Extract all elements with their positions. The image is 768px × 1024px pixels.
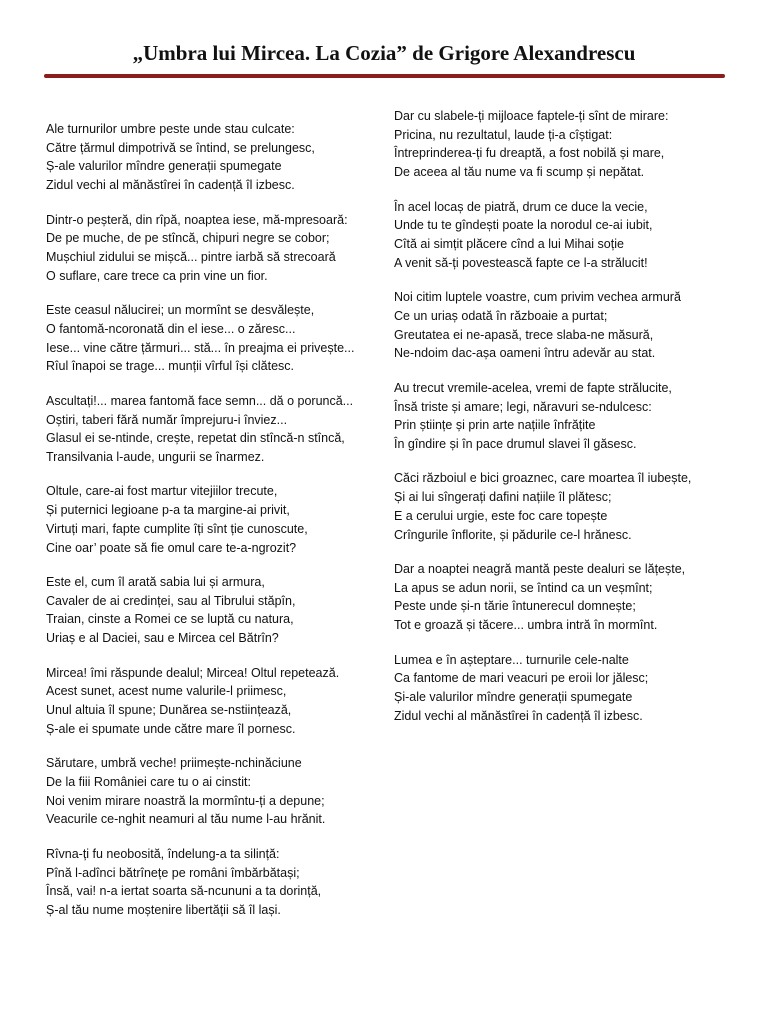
stanza — [394, 288, 734, 363]
verse-line: Întreprinderea-ți fu dreaptă, a fost nobilă și mare, — [394, 146, 665, 161]
verse-line: O fantomă-ncoronată din el iese... o zăresc... — [46, 321, 296, 336]
stanza — [46, 120, 376, 195]
verse-line: Ș-ale ei spumate unde către mare îl pornesc. — [46, 721, 296, 736]
verse-line: Veacurile ce-nghit neamuri al tău nume l-au hrănit. — [46, 812, 326, 827]
stanza — [394, 469, 734, 544]
title-divider — [44, 74, 725, 78]
verse-line: A venit să-ți povestească fapte ce l-a strălucit! — [394, 255, 648, 270]
verse-line: E a cerului urgie, este foc care topește — [394, 508, 608, 523]
verse-line: Dintr-o peșteră, din rîpă, noaptea iese, mă-mpresoară: — [46, 212, 348, 227]
verse-line: Noi venim mirare noastră la mormîntu-ți a depune; — [46, 793, 325, 808]
verse-line: Oltule, care-ai fost martur vitejiilor trecute, — [46, 484, 278, 499]
poem-left-column — [46, 120, 376, 935]
verse-line: Cavaler de ai credinței, sau al Tibrului stăpîn, — [46, 593, 296, 608]
verse-line: De aceea al tău nume va fi scump și nepătat. — [394, 165, 645, 180]
stanza — [46, 664, 376, 739]
verse-line: Zidul vechi al mănăstîrei în cadență îl izbesc. — [46, 178, 295, 193]
verse-line: Și-ale valurilor mîndre generații spumegate — [394, 690, 633, 705]
verse-line: În gîndire și în pace drumul slavei îl găsesc. — [394, 436, 637, 451]
stanza — [46, 754, 376, 829]
verse-line: Rîvna-ți fu neobosită, îndelung-a ta silință: — [46, 846, 280, 861]
stanza — [46, 211, 376, 286]
verse-line: Unul altuia îl spune; Dunărea se-nstiințează, — [46, 703, 292, 718]
verse-line: Rîul înapoi se trage... munții vîrful își clătesc. — [46, 359, 295, 374]
verse-line: Traian, cinste a Romei ce se luptă cu natura, — [46, 612, 294, 627]
verse-line: Glasul ei se-ntinde, crește, repetat din stîncă-n stîncă, — [46, 431, 345, 446]
verse-line: Oștiri, taberi fără număr împrejuru-i înviez... — [46, 412, 288, 427]
verse-line: În acel locaș de piatră, drum ce duce la vecie, — [394, 199, 648, 214]
verse-line: Ș-ale valurilor mîndre generații spumegate — [46, 159, 282, 174]
verse-line: Căci războiul e bici groaznec, care moartea îl iubește, — [394, 471, 692, 486]
verse-line: Iese... vine către țărmuri... stă... în preajma ei privește... — [46, 340, 355, 355]
verse-line: Dar cu slabele-ți mijloace faptele-ți sînt de mirare: — [394, 109, 669, 123]
verse-line: De pe muche, de pe stîncă, chipuri negre se cobor; — [46, 231, 330, 246]
page-title: „Umbra lui Mircea. La Cozia” de Grigore Alexandrescu — [132, 41, 636, 65]
verse-line: Pricina, nu rezultatul, laude ți-a cîștigat: — [394, 127, 613, 142]
verse-line: Ce un uriaș odată în războaie a purtat; — [394, 308, 608, 323]
verse-line: Tot e groază și tăcere... umbra intră în mormînt. — [394, 618, 658, 633]
verse-line: Acest sunet, acest nume valurile-l priimesc, — [46, 684, 287, 699]
verse-line: Crîngurile înflorite, și pădurile ce-l hrănesc. — [394, 527, 632, 542]
stanza — [46, 845, 376, 920]
verse-line: Sărutare, umbră veche! priimește-nchinăciune — [46, 756, 302, 771]
stanza — [394, 651, 734, 726]
verse-line: Ș-al tău nume moștenire libertății să îl lași. — [46, 902, 281, 917]
verse-line: Zidul vechi al mănăstîrei în cadență îl izbesc. — [394, 708, 643, 723]
verse-line: Prin științe și prin arte națiile înfrățite — [394, 418, 596, 433]
stanza — [394, 107, 734, 182]
verse-line: Transilvania l-aude, ungurii se înarmez. — [46, 449, 265, 464]
verse-line: Ca fantome de mari veacuri pe eroii lor jălesc; — [394, 671, 649, 686]
stanza — [46, 301, 376, 376]
stanza — [394, 198, 734, 273]
verse-line: Uriaș e al Daciei, sau e Mircea cel Bătrîn? — [46, 631, 279, 646]
verse-line: Ale turnurilor umbre peste unde stau culcate: — [46, 122, 295, 136]
verse-line: Cîtă ai simțit plăcere cînd a lui Mihai soție — [394, 237, 624, 252]
verse-line: La apus se adun norii, se întind ca un veșmînt; — [394, 580, 653, 595]
verse-line: Însă, vai! n-a iertat soarta să-ncununi a ta dorință, — [46, 884, 322, 899]
verse-line: Greutatea ei ne-apasă, trece slaba-ne măsură, — [394, 327, 654, 342]
verse-line: Însă triste și amare; legi, năravuri se-ndulcesc: — [394, 399, 652, 414]
verse-line: Au trecut vremile-acelea, vremi de fapte strălucite, — [394, 380, 672, 395]
verse-line: Dar a noaptei neagră mantă peste dealuri se lățește, — [394, 562, 686, 577]
verse-line: Mircea! îmi răspunde dealul; Mircea! Oltul repetează. — [46, 665, 340, 680]
verse-line: Către țărmul dimpotrivă se întind, se prelungesc, — [46, 140, 315, 155]
verse-line: Este el, cum îl arată sabia lui și armura, — [46, 575, 265, 590]
stanza — [46, 482, 376, 557]
verse-line: Ne-ndoim dac-așa oameni întru adevăr au stat. — [394, 346, 656, 361]
verse-line: Unde tu te gîndești poate la norodul ce-ai iubit, — [394, 218, 653, 233]
verse-line: Peste unde și-n tărie întunerecul domnește; — [394, 599, 636, 614]
verse-line: Virtuți mari, fapte cumplite îți sînt ție cunoscute, — [46, 521, 308, 536]
verse-line: Și puternici legioane p-a ta margine-ai privit, — [46, 503, 290, 518]
verse-line: Ascultați!... marea fantomă face semn... dă o poruncă... — [46, 393, 354, 408]
verse-line: O suflare, care trece ca prin vine un fior. — [46, 268, 268, 283]
stanza — [394, 560, 734, 635]
stanza — [394, 379, 734, 454]
verse-line: Pînă l-adînci bătrînețe pe români îmbărbătași; — [46, 865, 300, 880]
stanza — [46, 392, 376, 467]
verse-line: Lumea e în așteptare... turnurile cele-nalte — [394, 652, 629, 667]
verse-line: De la fiii României care tu o ai cinstit: — [46, 774, 251, 789]
poem-right-column — [394, 107, 734, 741]
verse-line: Noi citim luptele voastre, cum privim vechea armură — [394, 290, 681, 305]
verse-line: Este ceasul nălucirei; un mormînt se desvălește, — [46, 303, 315, 318]
stanza — [46, 573, 376, 648]
verse-line: Mușchiul zidului se mișcă... pintre iarbă să strecoară — [46, 250, 336, 265]
verse-line: Cine oar’ poate să fie omul care te-a-ngrozit? — [46, 540, 297, 555]
verse-line: Și ai lui sîngerați dafini națiile îl plătesc; — [394, 490, 612, 505]
